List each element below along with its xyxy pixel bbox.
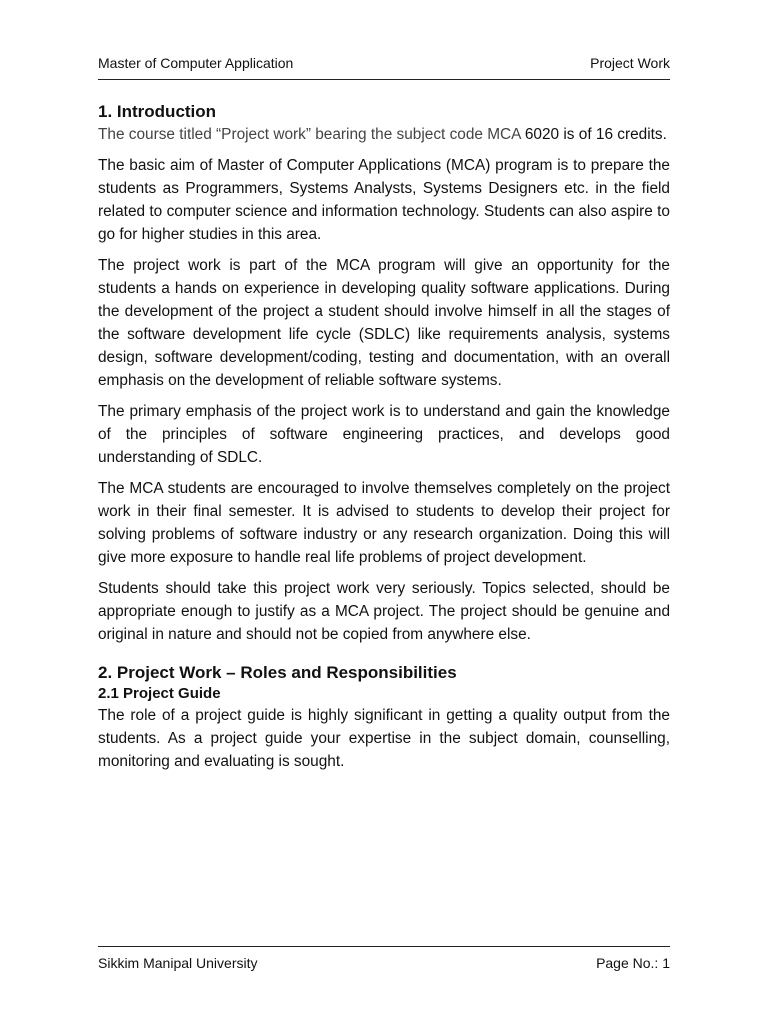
subsection-2-1-heading: 2.1 Project Guide bbox=[98, 685, 221, 702]
paragraph-project-work: The project work is part of the MCA program will give an opportunity for the students a hands on experience in developing quality software applications. During the development of the project a student should involve himself in all the stages of the software development life cycle (SDLC) like requirements analysis, systems design, software development/coding, testing and documentation, with an overall emphasis on the development of reliable software systems. bbox=[98, 257, 670, 389]
paragraph-students-encouraged: The MCA students are encouraged to involve themselves completely on the project work in their final semester. It is advised to students to develop their project for solving problems of software industry or any research organization. Doing this will give more exposure to handle real life problems of project development. bbox=[98, 480, 670, 566]
intro-paragraph bbox=[98, 123, 670, 146]
footer-divider bbox=[98, 946, 670, 947]
header-divider bbox=[98, 79, 670, 80]
page-footer bbox=[98, 953, 670, 973]
page-content bbox=[98, 101, 670, 781]
section-1-heading: 1. Introduction bbox=[98, 102, 217, 121]
header-right-text: Project Work bbox=[590, 55, 670, 71]
document-page bbox=[98, 0, 670, 1024]
paragraph-aim: The basic aim of Master of Computer Applications (MCA) program is to prepare the students as Programmers, Systems Analysts, Systems Designers etc. in the field related to computer science and information technology. Students can also aspire to go for higher studies in this area. bbox=[98, 157, 670, 243]
footer-left-text: Sikkim Manipal University bbox=[98, 955, 258, 971]
paragraph-primary-emphasis: The primary emphasis of the project work is to understand and gain the knowledge of the principles of software engineering practices, and develops good understanding of SDLC. bbox=[98, 403, 670, 466]
section-2-heading: 2. Project Work – Roles and Responsibilities bbox=[98, 663, 457, 682]
page-number: Page No.: 1 bbox=[596, 955, 670, 971]
intro-text-part-1: The course titled “Project work” bearing the subject code MCA bbox=[98, 126, 521, 143]
paragraph-project-guide: The role of a project guide is highly significant in getting a quality output from the students. As a project guide your expertise in the subject domain, counselling, monitoring and evaluating is sought. bbox=[98, 707, 670, 770]
header-left-text: Master of Computer Application bbox=[98, 55, 294, 71]
paragraph-take-seriously: Students should take this project work very seriously. Topics selected, should be appropriate enough to justify as a MCA project. The project should be genuine and original in nature and should not be copied from anywhere else. bbox=[98, 580, 670, 643]
intro-text-part-2: 6020 is of 16 credits. bbox=[520, 126, 667, 143]
page-header bbox=[98, 53, 670, 73]
